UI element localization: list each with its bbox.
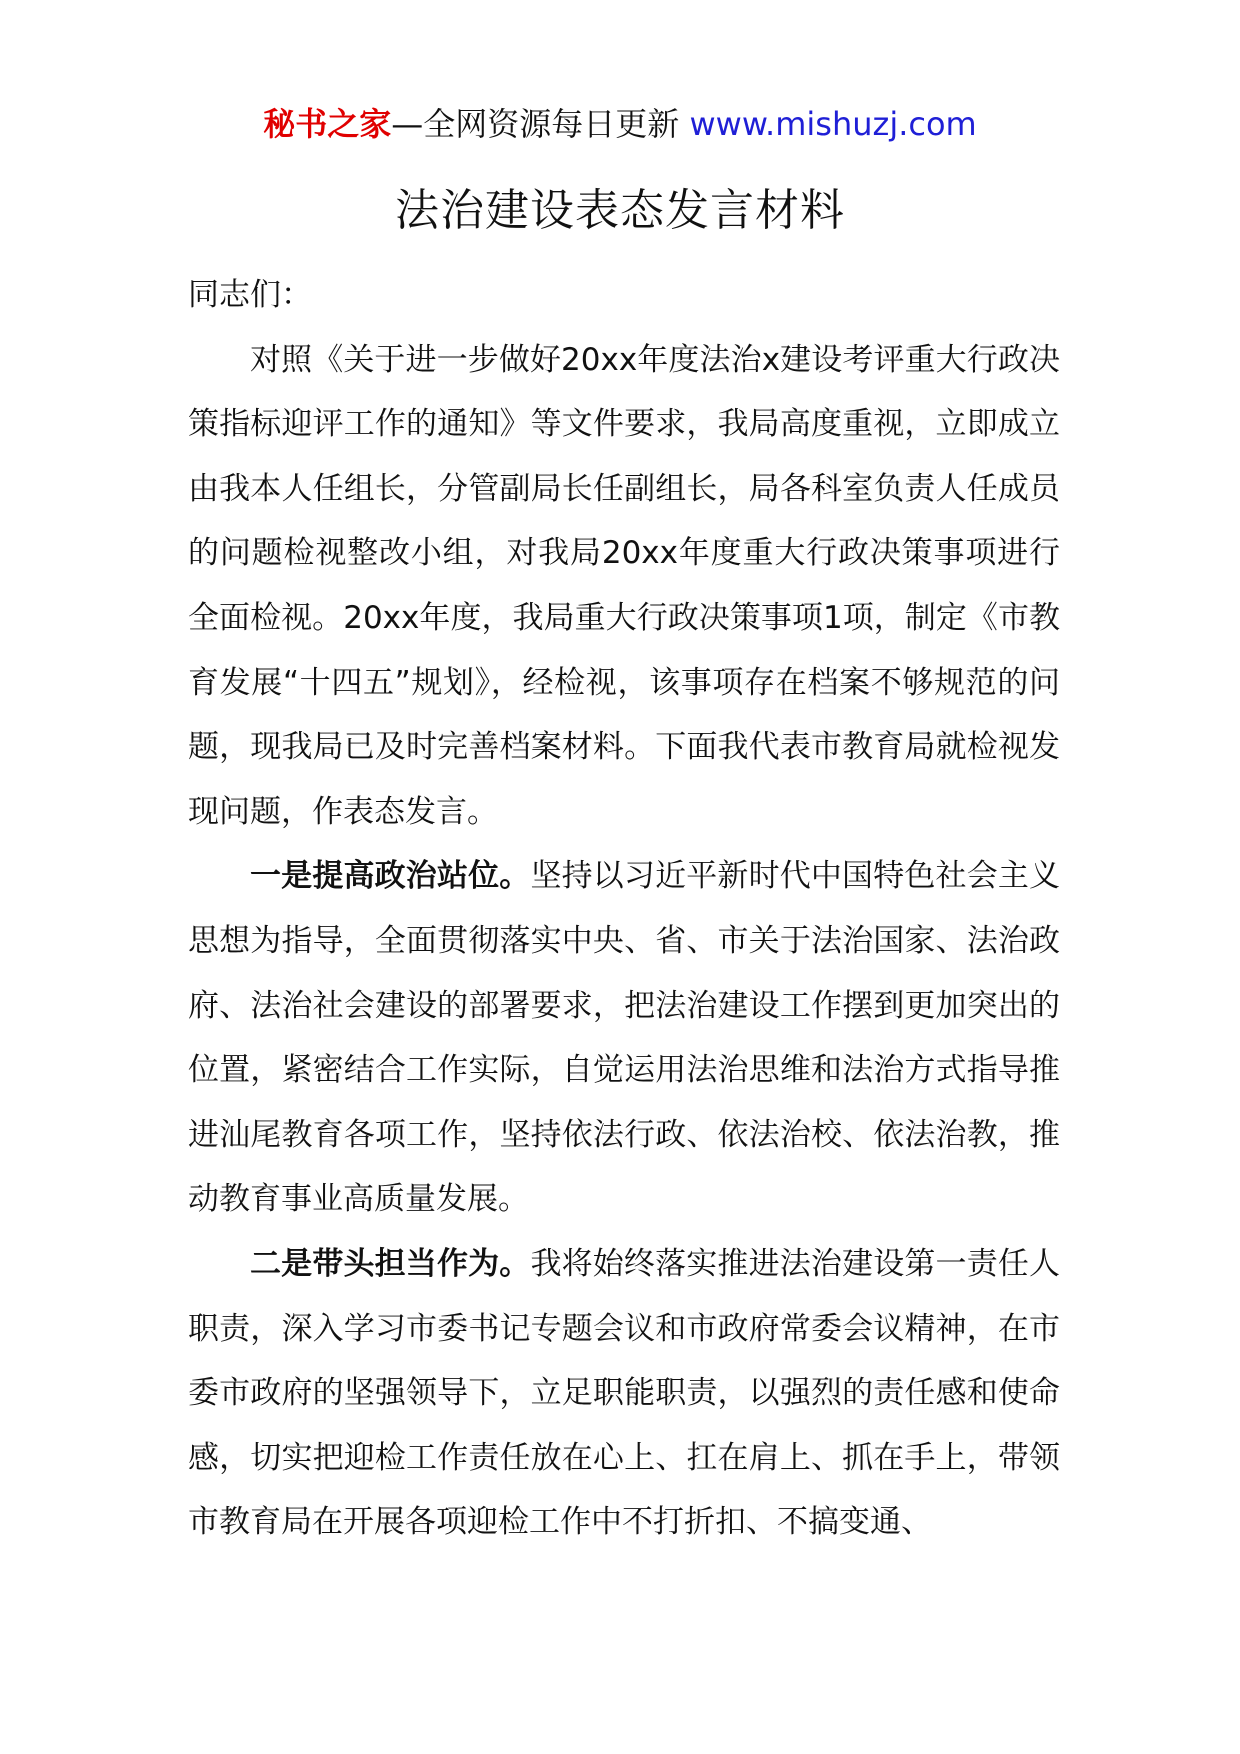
document-body xyxy=(188,263,1060,1555)
point-two-heading: 二是带头担当作为。 xyxy=(250,1245,531,1282)
document-title: 法治建设表态发言材料 xyxy=(395,185,845,236)
intro-paragraph: 对照《关于进一步做好20xx年度法治x建设考评重大行政决策指标迎评工作的通知》等文件要求，我局高度重视，立即成立由我本人任组长，分管副局长任副组长，局各科室负责人任成员的问题检视整改小组，对我局20xx年度重大行政决策事项进行全面检视。20xx年度，我局重大行政决策事项1项，制定《市教育发展“十四五”规划》，经检视，该事项存在档案不够规范的问题，现我局已及时完善档案材料。下面我代表市教育局就检视发现问题，作表态发言。 xyxy=(188,341,1060,830)
site-url-link[interactable]: www.mishuzj.com xyxy=(689,105,977,143)
header-slogan: —全网资源每日更新 xyxy=(391,105,680,143)
point-two-text: 我将始终落实推进法治建设第一责任人职责，深入学习市委书记专题会议和市政府常委会议精神，在市委市政府的坚强领导下，立足职能职责，以强烈的责任感和使命感，切实把迎检工作责任放在心上、扛在肩上、抓在手上，带领市教育局在开展各项迎检工作中不打折扣、不搞变通、 xyxy=(188,1245,1061,1541)
point-one-heading: 一是提高政治站位。 xyxy=(250,858,531,895)
brand-name: 秘书之家 xyxy=(263,105,392,143)
site-header xyxy=(0,98,1240,150)
salutation: 同志们： xyxy=(188,277,312,313)
point-two-paragraph xyxy=(188,1232,1060,1555)
point-one-text: 坚持以习近平新时代中国特色社会主义思想为指导，全面贯彻落实中央、省、市关于法治国家、法治政府、法治社会建设的部署要求，把法治建设工作摆到更加突出的位置，紧密结合工作实际，自觉运用法治思维和法治方式指导推进汕尾教育各项工作，坚持依法行政、依法治校、依法治教，推动教育事业高质量发展。 xyxy=(188,858,1061,1218)
point-one-paragraph xyxy=(188,844,1060,1232)
